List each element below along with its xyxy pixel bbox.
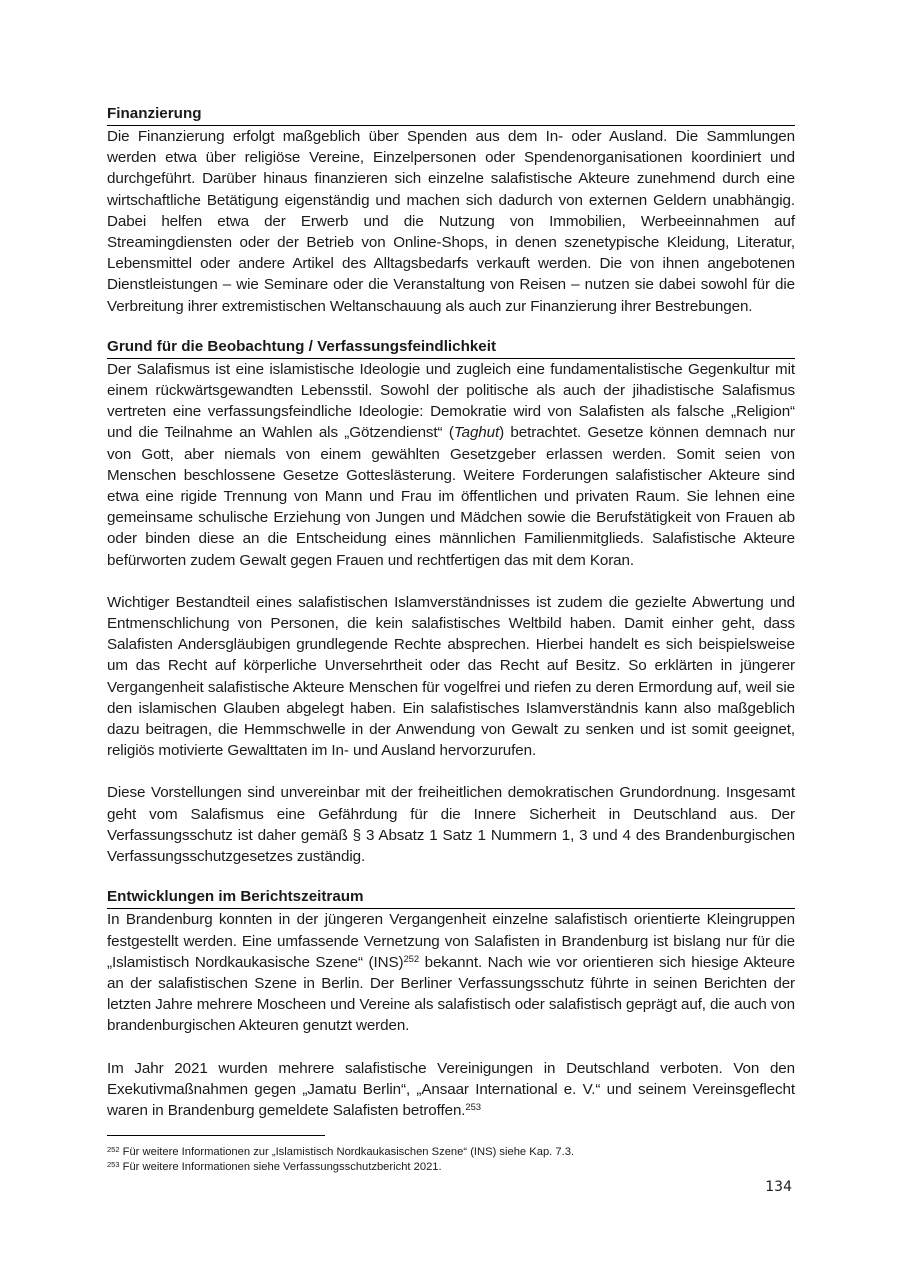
section-heading: Finanzierung [107,104,795,126]
section-finanzierung [107,104,795,317]
footnote-number: 252 [107,1145,120,1154]
section-heading: Grund für die Beobachtung / Verfassungsfeindlichkeit [107,337,795,359]
footnote-ref[interactable]: 252 [403,953,420,965]
text-run: bekannt. Nach wie vor orientieren sich hiesige Akteure an der salafistischen Szene in Berlin. Der Berliner Verfassungsschutz führte in seinen Berichten der letzten Jahre mehrere Moscheen und Vereine als salafistisch oder salafistisch geprägt auf, die auch von brandenburgischen Akteuren genutzt werden. [107,953,796,1035]
text-run: Im Jahr 2021 wurden mehrere salafistische Vereinigungen in Deutschland verboten. Von den Exekutivmaßnahmen gegen „Jamatu Berlin“, „Ansaar International e. V.“ und seinem Vereinsgeflecht waren in Brandenburg gemeldete Salafisten betroffen. [107,1059,795,1119]
footnotes [107,1145,795,1175]
footnote-text: Für weitere Informationen zur „Islamistisch Nordkaukasischen Szene“ (INS) siehe Kap. 7.3. [119,1146,575,1158]
footnote-ref[interactable]: 253 [465,1101,481,1113]
footnote-text: Für weitere Informationen siehe Verfassungsschutzbericht 2021. [119,1161,442,1173]
document-body [107,104,795,1121]
text-run: Der Salafismus ist eine islamistische Ideologie und zugleich eine fundamentalistische Gegenkultur mit einem rückwärtsgewandten Lebensstil. Sowohl der politische als auch der jihadistische Salafismus vertreten eine verfassungsfeindliche Ideologie: Demokratie wird von Salafisten als falsche „Religion“ und die Teilnahme an Wahlen als „Götzendienst“ ( [107,360,795,442]
footnote-number: 253 [107,1160,120,1169]
paragraph [107,1058,795,1122]
footnote-divider [107,1135,325,1136]
paragraph [107,909,795,1036]
footnote [107,1160,795,1175]
paragraph: Diese Vorstellungen sind unvereinbar mit der freiheitlichen demokratischen Grundordnung. Insgesamt geht vom Salafismus eine Gefährdung für die Innere Sicherheit in Deutschland aus. Der Verfassungsschutz ist daher gemäß § 3 Absatz 1 Satz 1 Nummern 1, 3 und 4 des Brandenburgischen Verfassungsschutzgesetzes zuständig. [107,784,795,866]
paragraph: Wichtiger Bestandteil eines salafistischen Islamverständnisses ist zudem die gezielte Abwertung und Entmenschlichung von Personen, die kein salafistisches Weltbild haben. Damit einher geht, dass Salafisten Andersgläubigen grundlegende Rechte absprechen. Hierbei handelt es sich beispielsweise um das Recht auf körperliche Unversehrtheit oder das Recht auf Besitz. So erklärten in jüngerer Vergangenheit salafistische Akteure Menschen für vogelfrei und riefen zu deren Ermordung auf, weil sie den islamischen Glauben abgelegt haben. Ein salafistisches Islamverständnis kann also maßgeblich dazu beitragen, die Hemmschwelle in der Anwendung von Gewalt zu senken und ist somit geeignet, religiös motivierte Gewalttaten im In- und Ausland hervorzurufen. [107,593,795,760]
text-run: ) betrachtet. Gesetze können demnach nur von Gott, aber niemals von einem gewählten Gesetzgeber erlassen werden. Somit seien von Menschen beschlossene Gesetze Gotteslästerung. Weitere Forderungen salafistischer Akteure sind etwa eine rigide Trennung von Mann und Frau im öffentlichen und privaten Raum. Sie lehnen eine gemeinsame schulische Erziehung von Jungen und Mädchen sowie die Berufstätigkeit von Frauen ab oder binden diese an die Entscheidung eines männlichen Familienmitglieds. Salafistische Akteure befürworten zudem Gewalt gegen Frauen und rechtfertigen das mit dem Koran. [107,424,796,569]
italic-term: Taghut [453,424,500,442]
page-number: 134 [765,1179,792,1195]
paragraph [107,359,795,571]
section-heading: Entwicklungen im Berichtszeitraum [107,887,795,909]
section-entwicklungen [107,887,795,1121]
footnote [107,1145,795,1160]
paragraph: Die Finanzierung erfolgt maßgeblich über Spenden aus dem In- oder Ausland. Die Sammlungen werden etwa über religiöse Vereine, Einzelpersonen oder Spendenorganisationen koordiniert und durchgeführt. Darüber hinaus finanzieren sich einzelne salafistische Akteure zunehmend durch eine wirtschaftliche Betätigung eigenständig und machen sich dadurch von externen Geldern unabhängig. Dabei helfen etwa der Erwerb und die Nutzung von Immobilien, Werbeeinnahmen auf Streamingdiensten oder der Betrieb von Online-Shops, in denen szenetypische Kleidung, Literatur, Lebensmittel oder andere Artikel des Alltagsbedarfs verkauft werden. Die von ihnen angebotenen Dienstleistungen – wie Seminare oder die Veranstaltung von Reisen – nutzen sie dabei sowohl für die Verbreitung ihrer extremistischen Weltanschauung als auch zur Finanzierung ihrer Bestrebungen. [107,128,795,315]
section-grund-beobachtung [107,337,795,867]
text-run: In Brandenburg konnten in der jüngeren Vergangenheit einzelne salafistisch orientierte Kleingruppen festgestellt werden. Eine umfassende Vernetzung von Salafisten in Brandenburg ist bislang nur für die „Islamistisch Nordkaukasische Szene“ (INS) [107,911,795,971]
